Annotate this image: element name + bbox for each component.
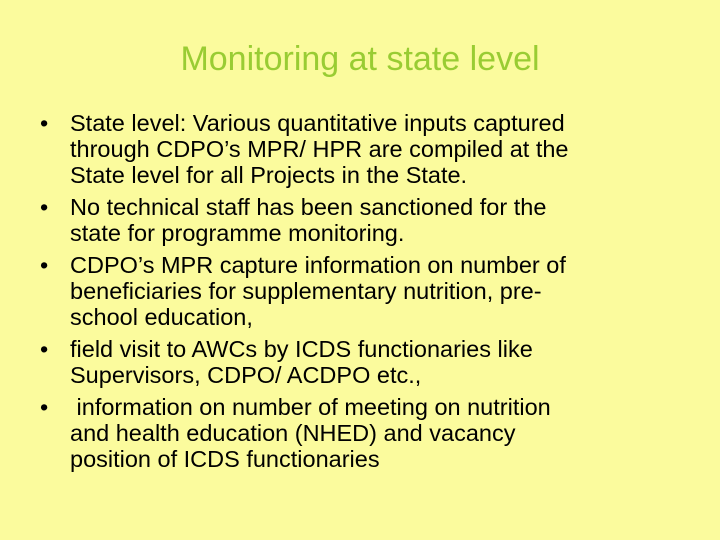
bullet-list [40,110,690,478]
bullet-point-icon: • [40,394,49,420]
bullet-item [40,252,690,330]
bullet-item [40,336,690,388]
bullet-item [40,194,690,246]
bullet-text: CDPO’s MPR capture information on number of beneficiaries for supplementary nutrition, pre- school education, [70,252,566,330]
bullet-item [40,394,690,472]
slide-title: Monitoring at state level [180,40,540,78]
bullet-text: information on number of meeting on nutrition and health education (NHED) and vacancy position of ICDS functionaries [70,394,551,472]
bullet-point-icon: • [40,110,49,136]
bullet-point-icon: • [40,252,49,278]
bullet-text: field visit to AWCs by ICDS functionaries like Supervisors, CDPO/ ACDPO etc., [70,336,533,388]
bullet-point-icon: • [40,194,49,220]
bullet-text: No technical staff has been sanctioned for the state for programme monitoring. [70,194,547,246]
bullet-text: State level: Various quantitative inputs captured through CDPO’s MPR/ HPR are compiled at the State level for all Projects in the State. [70,110,569,188]
bullet-item [40,110,690,188]
bullet-point-icon: • [40,336,49,362]
